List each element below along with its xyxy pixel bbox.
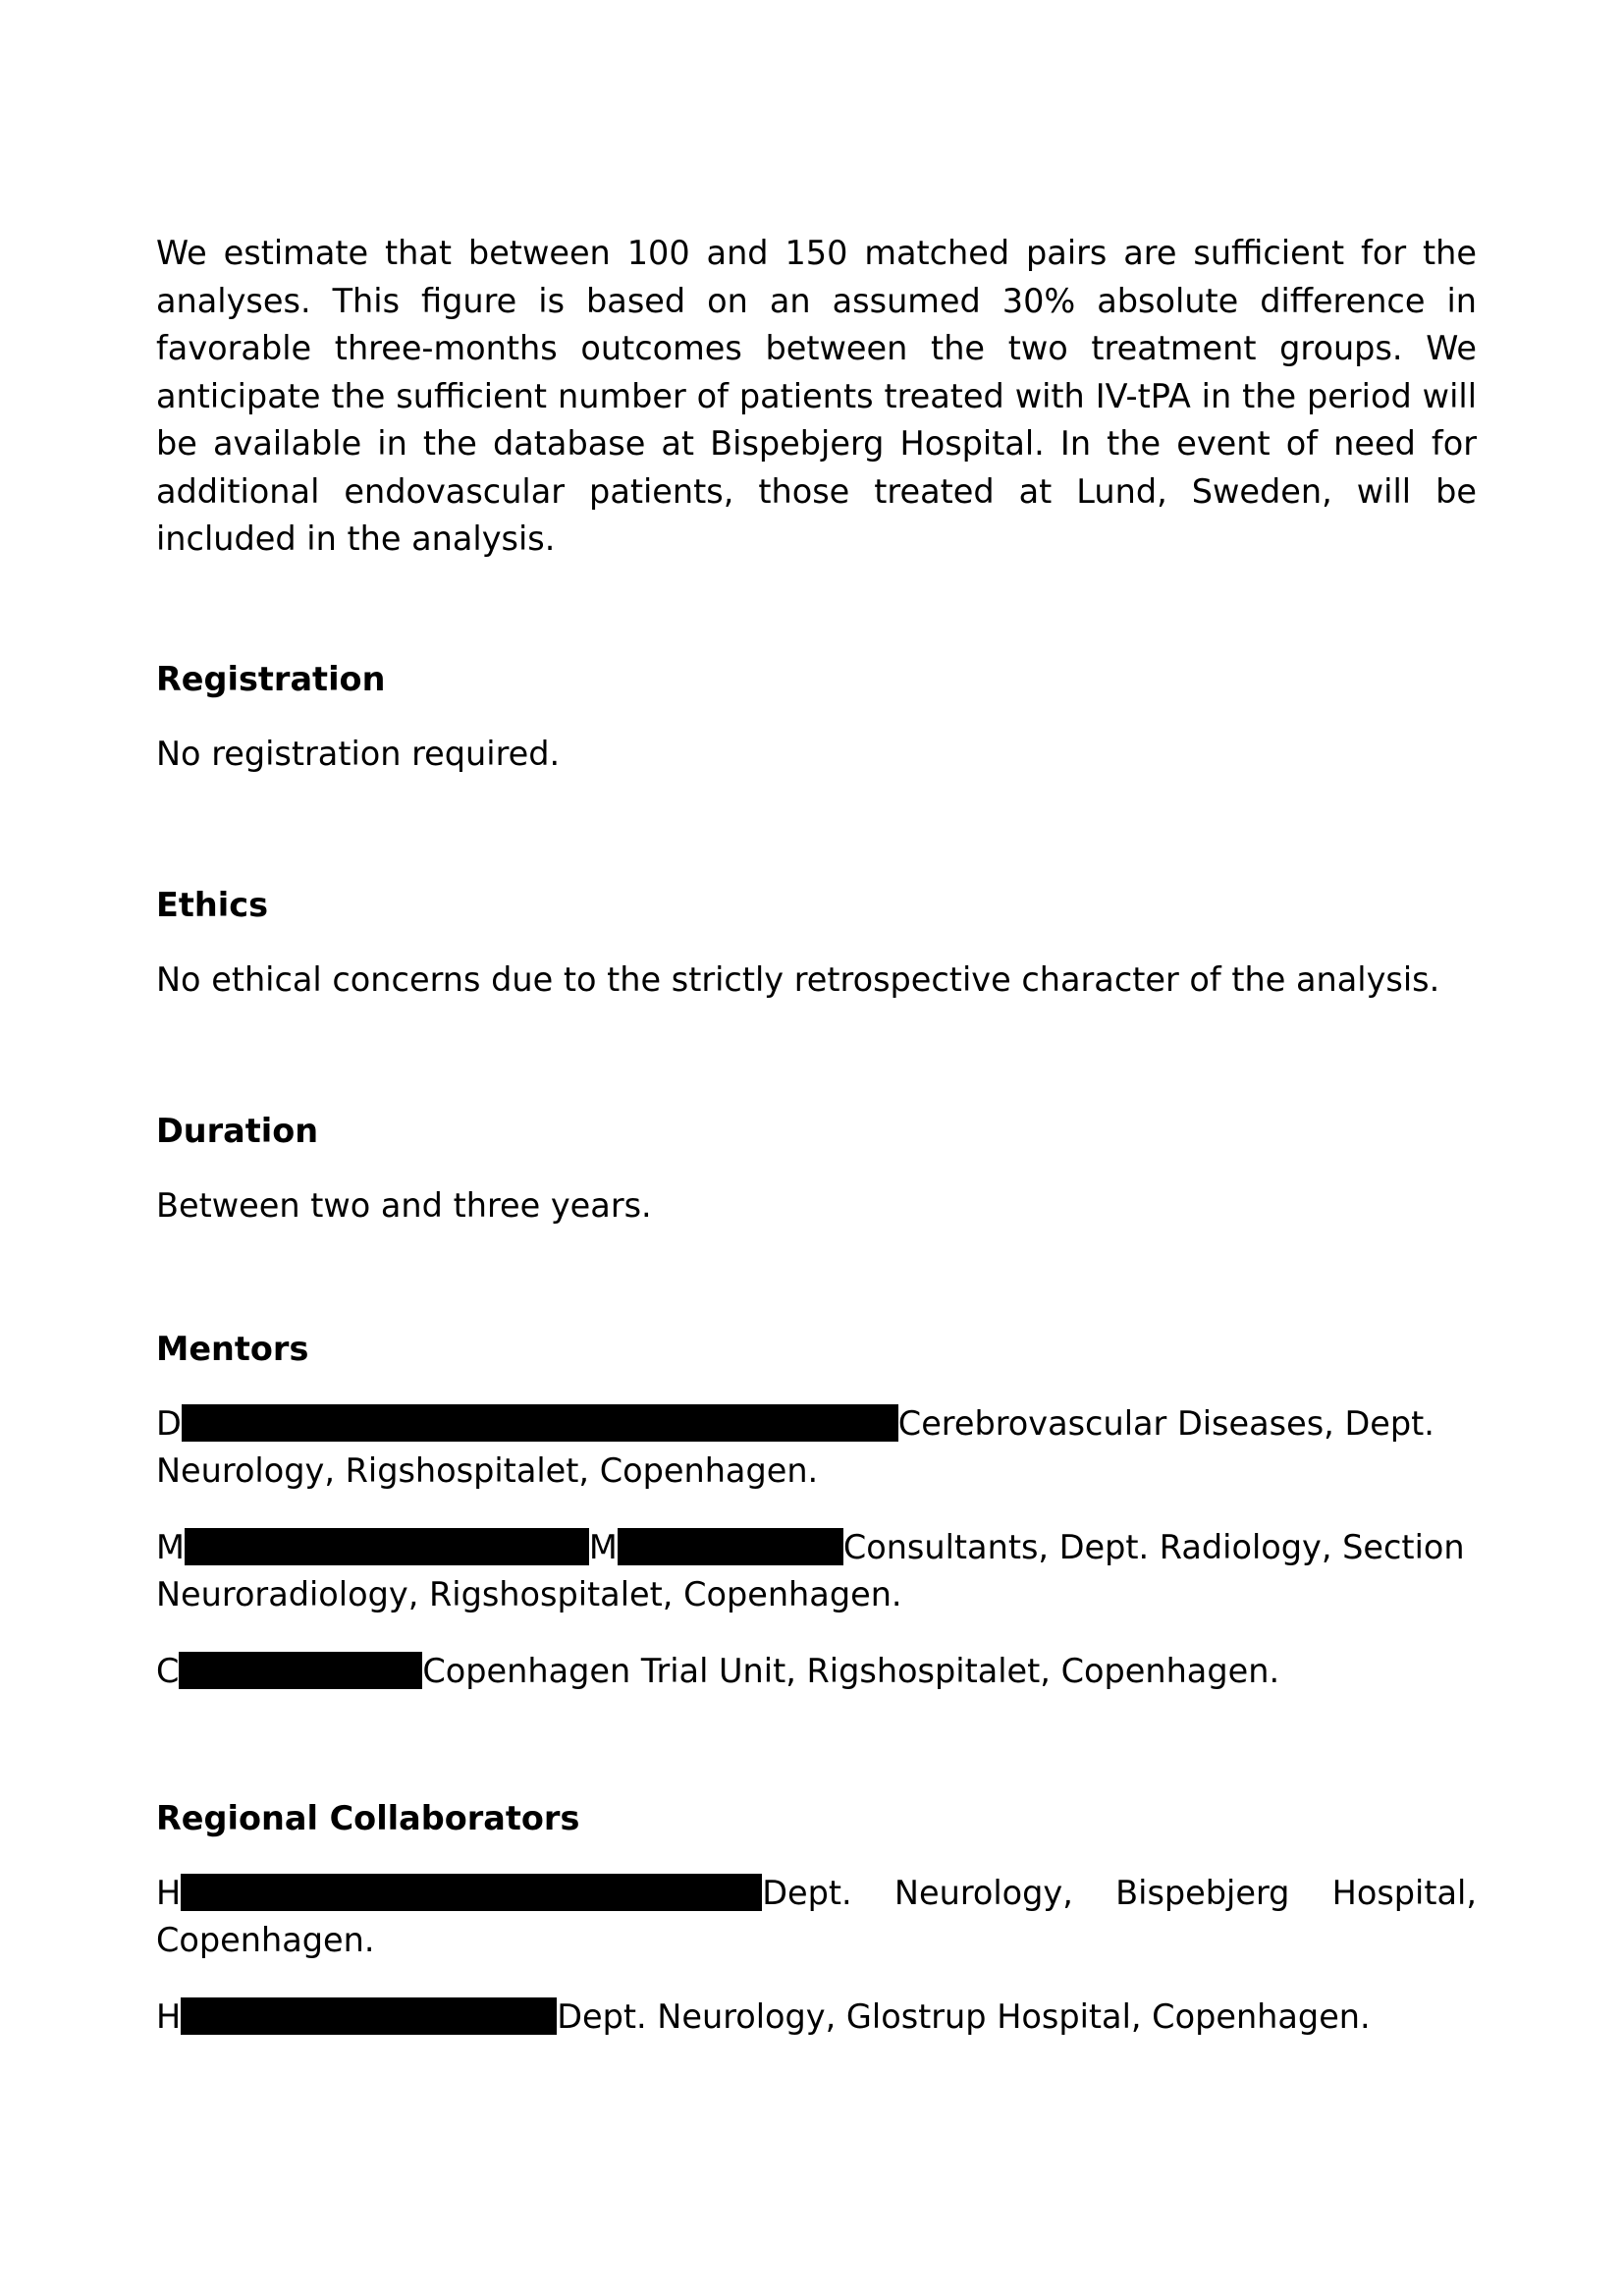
- collaborator-1-initial: H: [156, 1874, 182, 1912]
- collaborators-heading: Regional Collaborators: [156, 1799, 580, 1837]
- ethics-text: No ethical concerns due to the strictly retrospective character of the analysis.: [156, 960, 1440, 999]
- mentor-entry-2: [156, 1524, 1465, 1572]
- sample-size-paragraph: We estimate that between 100 and 150 matched pairs are sufficient for the analyses. This figure is based on an assumed 30% absolute difference in favorable three-months outcomes between the two treatment groups. We anticipate the sufficient number of patients treated with IV-tPA in the period will be available in the database at Bispebjerg Hospital. In the event of need for additional endovascular patients, those treated at Lund, Sweden, will be included in the analysis.: [156, 234, 1477, 558]
- mentor-2-initial: M: [156, 1528, 185, 1566]
- mentor-2-affiliation: Consultants, Dept. Radiology, Section: [842, 1528, 1465, 1566]
- redaction-bar: [181, 1997, 557, 2035]
- mentors-heading: Mentors: [156, 1330, 309, 1368]
- redaction-bar: [185, 1528, 589, 1565]
- redaction-bar: [182, 1404, 898, 1442]
- collaborator-1-name-redacted: [156, 1870, 852, 1918]
- mentor-3-affiliation: Copenhagen Trial Unit, Rigshospitalet, Copenhagen.: [422, 1652, 1280, 1690]
- redaction-bar: [181, 1874, 762, 1911]
- mentor-1-initial: D: [156, 1404, 182, 1443]
- registration-text: No registration required.: [156, 735, 561, 773]
- mentor-1-affiliation-line2: Neurology, Rigshospitalet, Copenhagen.: [156, 1451, 819, 1490]
- collaborator-entry-2: [156, 1994, 1371, 2042]
- duration-text: Between two and three years.: [156, 1186, 652, 1225]
- duration-heading: Duration: [156, 1112, 319, 1150]
- collaborator-2-initial: H: [156, 1997, 182, 2036]
- redaction-bar: [179, 1652, 422, 1689]
- mentor-1-affiliation: Cerebrovascular Diseases, Dept.: [897, 1404, 1434, 1443]
- collaborator-2-affiliation: Dept. Neurology, Glostrup Hospital, Copenhagen.: [557, 1997, 1371, 2036]
- redaction-bar: [618, 1528, 843, 1565]
- registration-heading: Registration: [156, 660, 386, 698]
- mentor-entry-1: [156, 1400, 1434, 1449]
- ethics-heading: Ethics: [156, 886, 269, 924]
- collaborator-1-word-3: Bispebjerg: [1115, 1874, 1290, 1912]
- mentor-2-affiliation-line2: Neuroradiology, Rigshospitalet, Copenhagen.: [156, 1575, 902, 1613]
- collaborator-1-word-4: Hospital,: [1331, 1874, 1477, 1912]
- mentor-2b-initial: M: [588, 1528, 618, 1566]
- collaborator-1-word-2: Neurology,: [893, 1874, 1073, 1912]
- collaborator-1-affiliation-line2: Copenhagen.: [156, 1921, 375, 1959]
- mentor-3-initial: C: [156, 1652, 180, 1690]
- mentor-entry-3: [156, 1648, 1279, 1696]
- collaborator-entry-1: [156, 1870, 1477, 1918]
- collaborator-1-word-1: Dept.: [762, 1874, 852, 1912]
